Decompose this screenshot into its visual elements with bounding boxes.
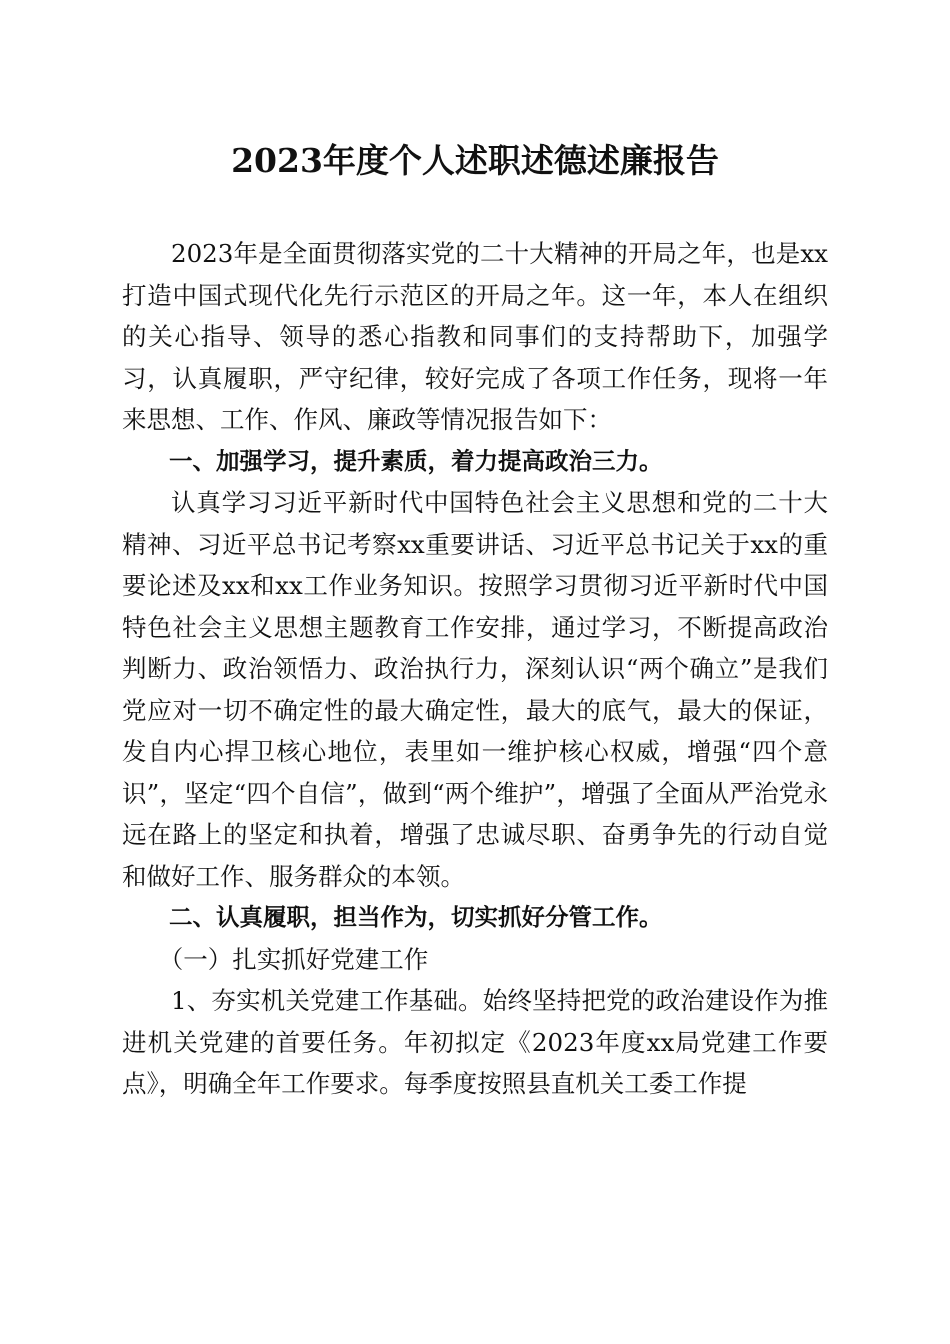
document-title: 2023年度个人述职述德述廉报告 xyxy=(231,141,719,180)
section-heading-2: 二、认真履职，担当作为，切实抓好分管工作。 xyxy=(169,903,663,931)
intro-paragraph: 2023年是全面贯彻落实党的二十大精神的开局之年，也是xx打造中国式现代化先行示范区的开局之年。这一年，本人在组织的关心指导、领导的悉心指教和同事们的支持帮助下，加强学习，认真履职，严守纪律，较好完成了各项工作任务，现将一年来思想、工作、作风、廉政等情况报告如下： xyxy=(122,239,828,434)
section-heading-1: 一、加强学习，提升素质，着力提高政治三力。 xyxy=(169,446,663,475)
subsection-1-paragraph: 1、夯实机关党建工作基础。始终坚持把党的政治建设作为推进机关党建的首要任务。年初拟定《2023年度xx局党建工作要点》，明确全年工作要求。每季度按照县直机关工委工作提 xyxy=(122,986,828,1098)
section-1-paragraph: 认真学习习近平新时代中国特色社会主义思想和党的二十大精神、习近平总书记考察xx重要讲话、习近平总书记关于xx的重要论述及xx和xx工作业务知识。按照学习贯彻习近平新时代中国特色社会主义思想主题教育工作安排，通过学习，不断提高政治判断力、政治领悟力、政治执行力，深刻认识“两个确立”是我们党应对一切不确定性的最大确定性，最大的底气，最大的保证，发自内心捍卫核心地位，表里如一维护核心权威，增强“四个意识”，坚定“四个自信”，做到“两个维护”，增强了全面从严治党永远在路上的坚定和执着，增强了忠诚尽职、奋勇争先的行动自觉和做好工作、服务群众的本领。 xyxy=(122,488,828,891)
document-body xyxy=(122,233,828,1105)
subsection-heading-1: （一）扎实抓好党建工作 xyxy=(158,944,429,974)
